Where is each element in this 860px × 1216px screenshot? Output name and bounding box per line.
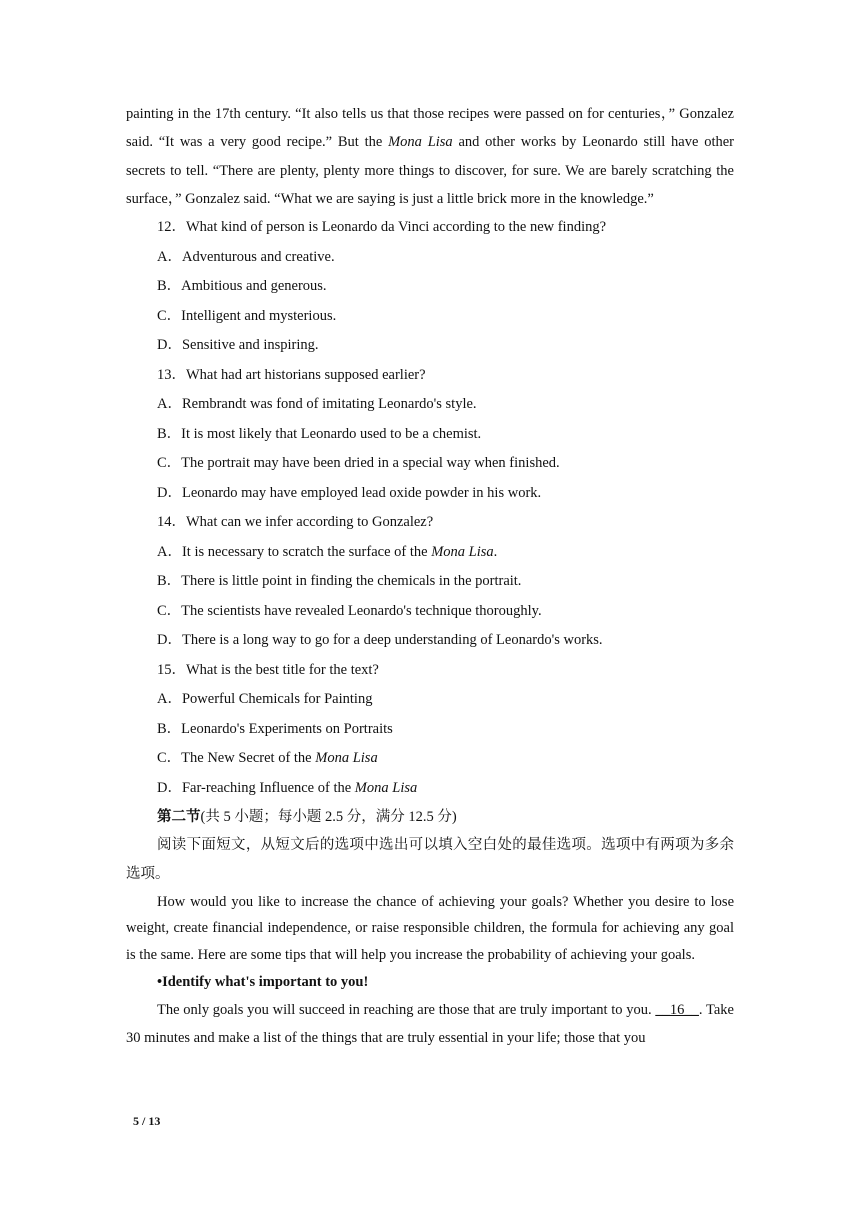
answer-option [126, 774, 734, 804]
answer-option [126, 420, 734, 450]
question-stem: 13．What had art historians supposed earlier? [157, 366, 426, 383]
section-2-instructions: 阅读下面短文，从短文后的选项中选出可以填入空白处的最佳选项。选项中有两项为多余选项。 [126, 837, 734, 883]
answer-option-text: B．Leonardo's Experiments on Portraits [157, 720, 393, 737]
answer-option [126, 272, 734, 302]
tip-paragraph-text: The only goals you will succeed in reaching are those that are truly important to you. [157, 1002, 656, 1019]
blank-16: __16__ [655, 1002, 699, 1019]
answer-option-italic: Mona Lisa [354, 779, 418, 796]
passage-text-part1: painting in the 17th century. “It also tells us that those recipes were passed on for centuries，” Gonzalez said. “It was a very good recipe.” But the [126, 106, 734, 151]
answer-option-text: D．There is a long way to go for a deep understanding of Leonardo's works. [157, 632, 603, 649]
answer-option [126, 243, 734, 273]
passage-italic-title: Mona Lisa [388, 134, 453, 151]
question-list [126, 213, 734, 803]
answer-option [126, 302, 734, 332]
tip-heading: •Identify what's important to you! [157, 974, 369, 991]
answer-option-text: B．Ambitious and generous. [157, 278, 327, 295]
answer-option-text: A．Adventurous and creative. [157, 248, 335, 265]
page-number: 5 / 13 [133, 1114, 161, 1128]
answer-option [126, 685, 734, 715]
answer-option [126, 567, 734, 597]
answer-option-italic: Mona Lisa [315, 750, 378, 767]
answer-option [126, 479, 734, 509]
question-stem: 12．What kind of person is Leonardo da Vinci according to the new finding? [157, 219, 607, 236]
tip-paragraph [126, 996, 734, 1053]
answer-option-text: D．Leonardo may have employed lead oxide powder in his work. [157, 484, 542, 501]
answer-option-italic: Mona Lisa [431, 543, 494, 560]
answer-option [126, 538, 734, 568]
answer-option-text: B．It is most likely that Leonardo used to be a chemist. [157, 425, 482, 442]
answer-option [126, 449, 734, 479]
question-stem: 14．What can we infer according to Gonzalez? [157, 514, 434, 531]
answer-option [126, 715, 734, 745]
answer-option-suffix: . [493, 543, 498, 560]
answer-option-text: C．The New Secret of the [157, 750, 316, 767]
answer-option-text: C．Intelligent and mysterious. [157, 307, 337, 324]
answer-option-text: D．Sensitive and inspiring. [157, 337, 319, 354]
answer-option-text: D．Far-reaching Influence of the [157, 779, 355, 796]
answer-option [126, 744, 734, 774]
answer-option-text: C．The portrait may have been dried in a special way when finished. [157, 455, 560, 472]
answer-option-text: A．Rembrandt was fond of imitating Leonardo's style. [157, 396, 477, 413]
answer-option [126, 331, 734, 361]
answer-option [126, 626, 734, 656]
answer-option [126, 390, 734, 420]
section-2-title [126, 803, 734, 831]
passage-ending-paragraph [126, 100, 734, 213]
answer-option-text: A．It is necessary to scratch the surface of the [157, 543, 432, 560]
document-page [126, 100, 734, 1053]
section-2-title-bold: 第二节 [157, 809, 201, 826]
answer-option-text: A．Powerful Chemicals for Painting [157, 691, 373, 708]
question-stem: 15．What is the best title for the text? [157, 661, 379, 678]
passage-text-part2: and other works by Leonardo still have other secrets to tell. “There are plenty, plenty more things to discover, for sure. We are barely scratching the surface，” Gonzalez said. “What we are saying is just a little brick more in the knowledge.” [126, 134, 734, 207]
section-2-title-rest: (共 5 小题；每小题 2.5 分，满分 12.5 分) [200, 809, 457, 826]
answer-option [126, 597, 734, 627]
answer-option-text: C．The scientists have revealed Leonardo's technique thoroughly. [157, 602, 542, 619]
section-2-intro-paragraph: How would you like to increase the chance of achieving your goals? Whether you desire to lose weight, create financial independence, or raise responsible children, the formula for achieving any goal is the same. Here are some tips that will help you increase the probability of achieving your goals. [126, 894, 734, 963]
answer-option-text: B．There is little point in finding the chemicals in the portrait. [157, 573, 522, 590]
tip-paragraph-text-cont: . Take 30 minutes and make a list of the things that are truly essential in your life; those that you [126, 1002, 734, 1047]
